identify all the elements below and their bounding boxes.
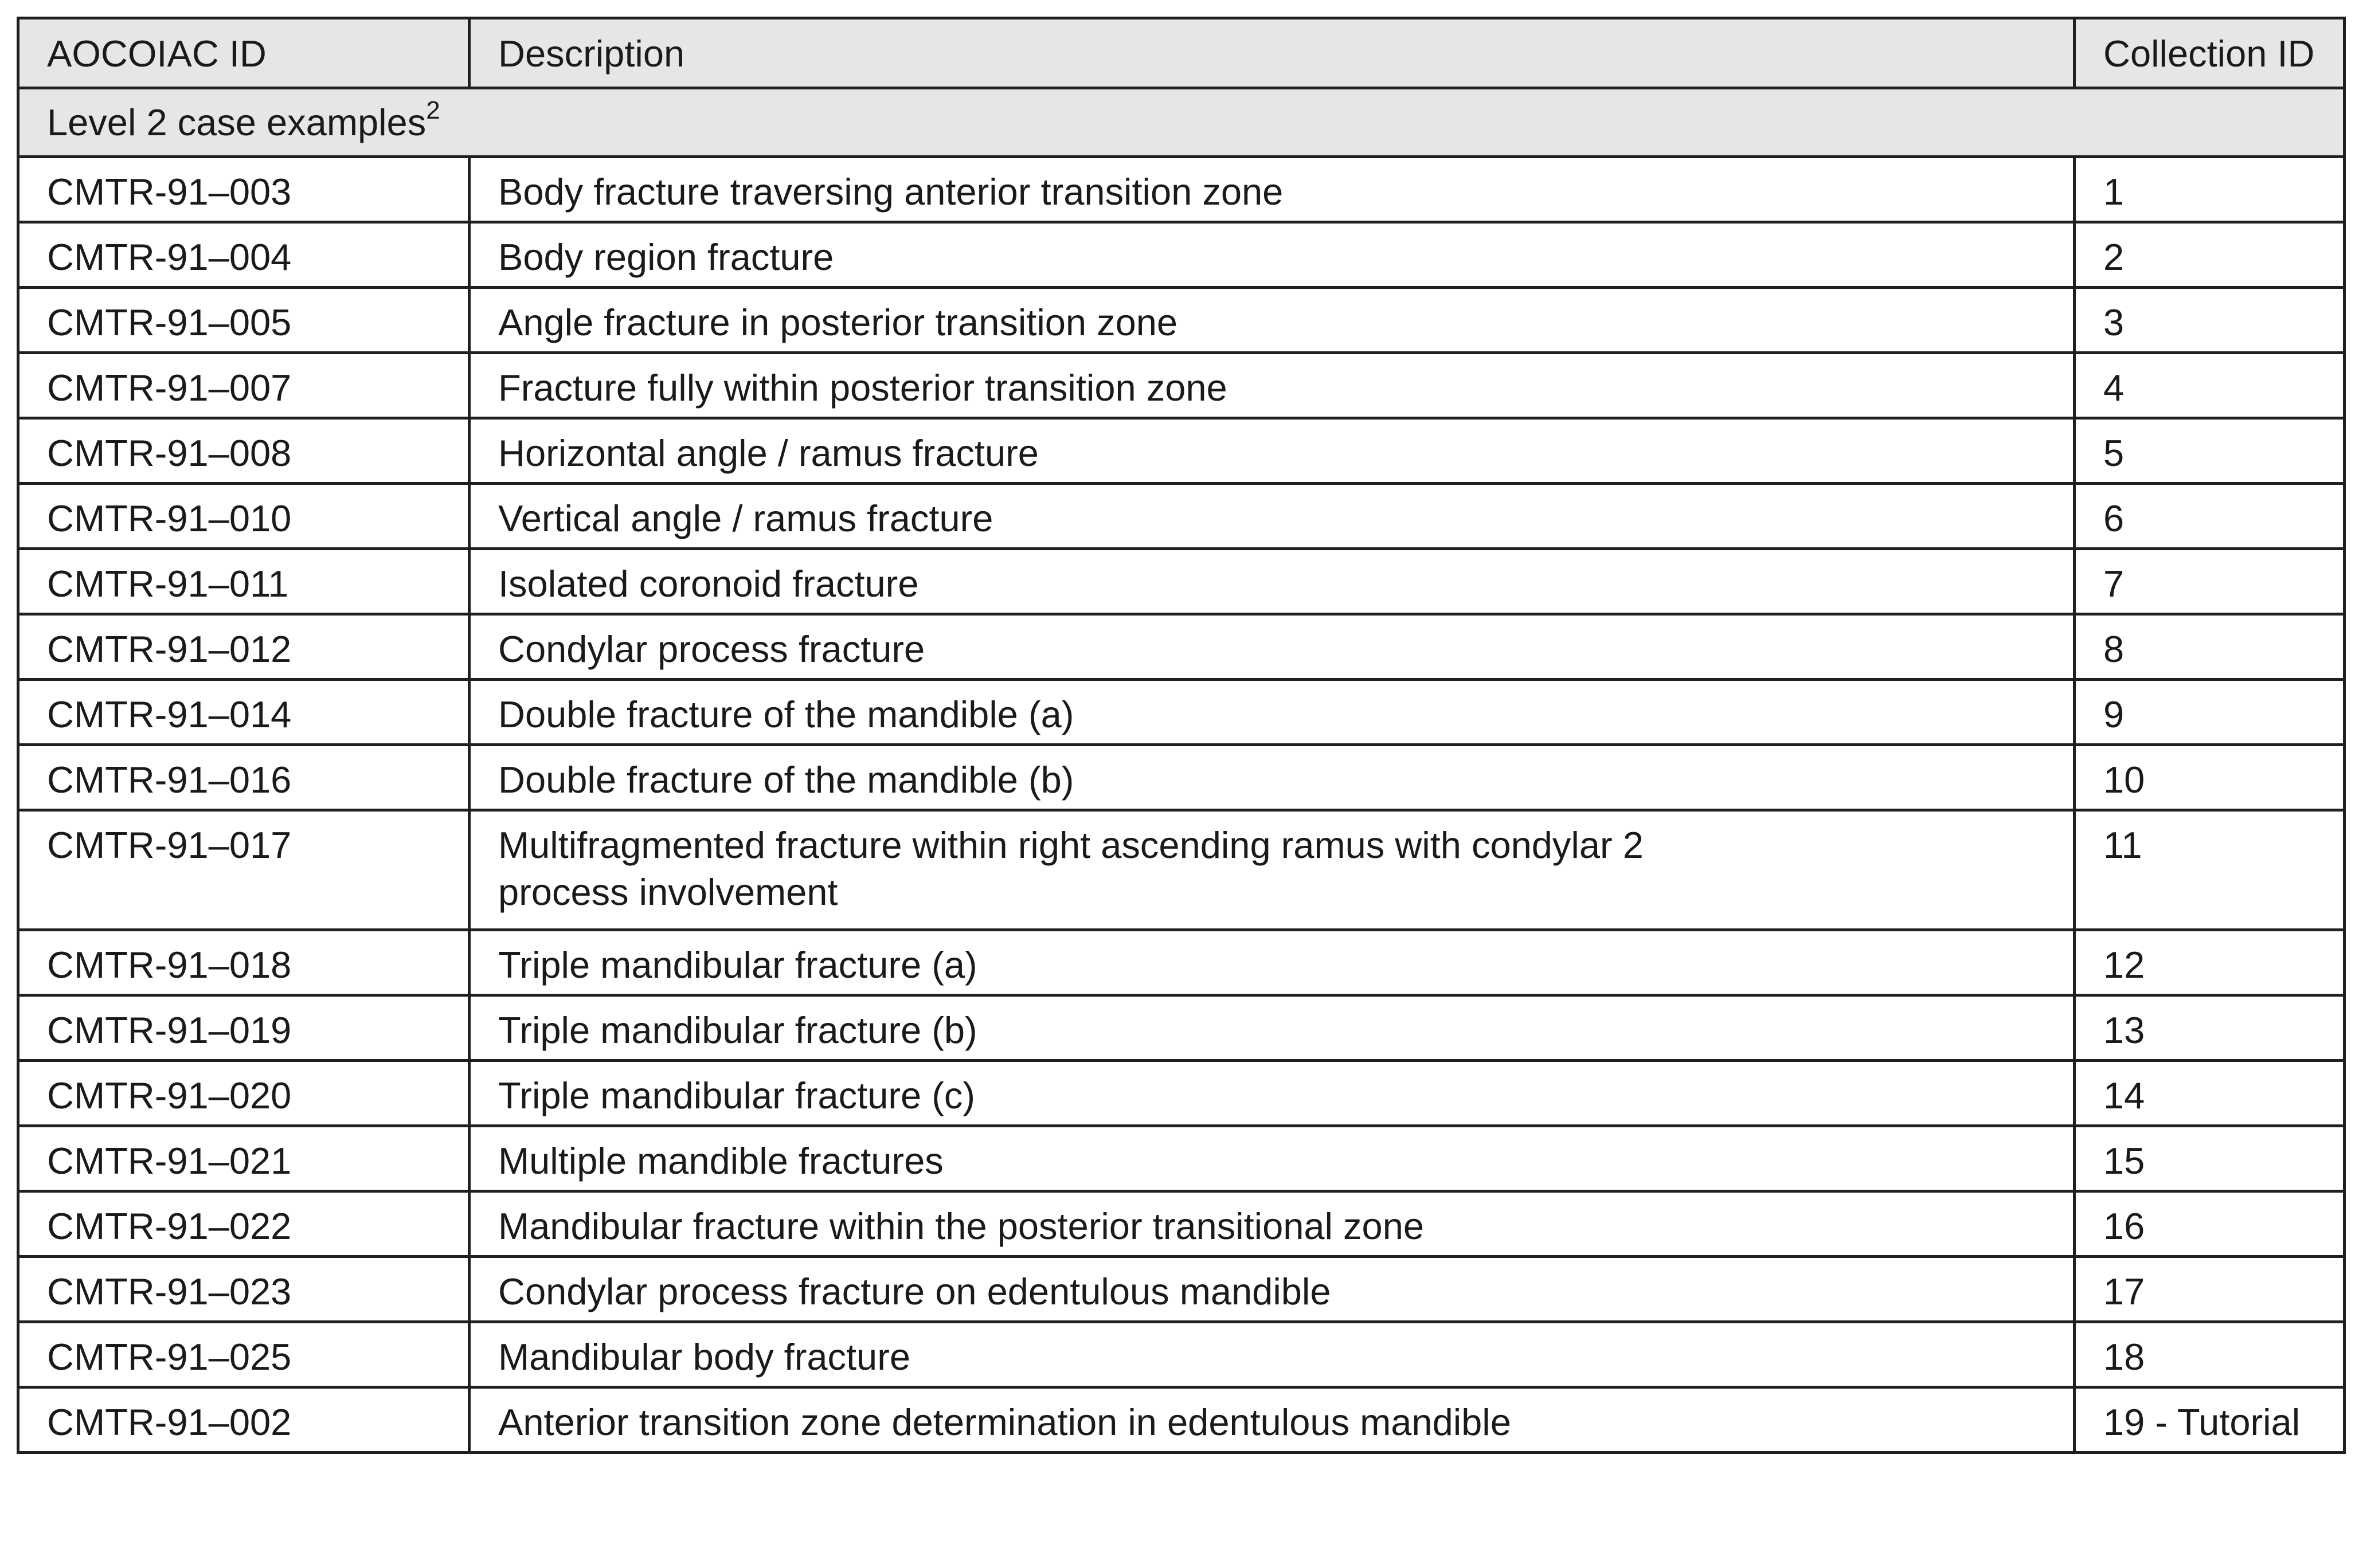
description-text: Condylar process fracture <box>498 628 925 670</box>
cell-description <box>470 484 2075 549</box>
table-row <box>18 995 2345 1061</box>
cell-aocoiac-id: CMTR-91–019 <box>18 995 470 1061</box>
cell-collection-id: 1 <box>2075 157 2345 222</box>
description-text: Mandibular fracture within the posterior transitional zone <box>498 1205 1425 1247</box>
description-text: Triple mandibular fracture (c) <box>498 1075 976 1116</box>
table-row <box>18 745 2345 810</box>
cell-description <box>470 418 2075 484</box>
cell-description <box>470 1322 2075 1387</box>
cell-description <box>470 1061 2075 1126</box>
cell-description <box>470 810 2075 930</box>
header-collection-id: Collection ID <box>2075 18 2345 88</box>
cell-aocoiac-id: CMTR-91–018 <box>18 930 470 995</box>
cell-collection-id: 12 <box>2075 930 2345 995</box>
cell-collection-id: 13 <box>2075 995 2345 1061</box>
cell-aocoiac-id: CMTR-91–007 <box>18 353 470 418</box>
cell-collection-id: 19 - Tutorial <box>2075 1387 2345 1453</box>
cell-description <box>470 549 2075 614</box>
table-row <box>18 1322 2345 1387</box>
cell-aocoiac-id: CMTR-91–025 <box>18 1322 470 1387</box>
cell-aocoiac-id: CMTR-91–003 <box>18 157 470 222</box>
table-body <box>18 88 2345 1453</box>
section-row <box>18 88 2345 157</box>
cell-collection-id: 2 <box>2075 222 2345 288</box>
cell-collection-id: 6 <box>2075 484 2345 549</box>
cell-description <box>470 157 2075 222</box>
table-row <box>18 1191 2345 1257</box>
description-text: Triple mandibular fracture (a) <box>498 944 977 986</box>
description-text: Horizontal angle / ramus fracture <box>498 432 1039 474</box>
header-aocoiac-id: AOCOIAC ID <box>18 18 470 88</box>
cell-collection-id: 18 <box>2075 1322 2345 1387</box>
cell-aocoiac-id: CMTR-91–008 <box>18 418 470 484</box>
description-text: Condylar process fracture on edentulous mandible <box>498 1271 1331 1312</box>
cell-aocoiac-id: CMTR-91–002 <box>18 1387 470 1453</box>
cell-collection-id: 17 <box>2075 1257 2345 1322</box>
case-examples-table <box>17 17 2346 1454</box>
section-cell <box>18 88 2345 157</box>
table-row <box>18 1257 2345 1322</box>
cell-description <box>470 680 2075 745</box>
cell-collection-id: 15 <box>2075 1126 2345 1191</box>
description-text: Double fracture of the mandible (b) <box>498 759 1074 801</box>
cell-collection-id: 7 <box>2075 549 2345 614</box>
cell-aocoiac-id: CMTR-91–005 <box>18 288 470 353</box>
cell-description <box>470 288 2075 353</box>
cell-description <box>470 745 2075 810</box>
description-text: Mandibular body fracture <box>498 1336 910 1378</box>
table-row <box>18 288 2345 353</box>
description-text: Fracture fully within posterior transition zone <box>498 367 1227 409</box>
cell-aocoiac-id: CMTR-91–022 <box>18 1191 470 1257</box>
cell-collection-id: 14 <box>2075 1061 2345 1126</box>
cell-aocoiac-id: CMTR-91–021 <box>18 1126 470 1191</box>
table-row <box>18 680 2345 745</box>
table-row <box>18 157 2345 222</box>
description-text: Multifragmented fracture within right ascending ramus with condylar 2 <box>498 824 1644 866</box>
cell-collection-id: 16 <box>2075 1191 2345 1257</box>
description-text: Anterior transition zone determination in edentulous mandible <box>498 1401 1511 1443</box>
description-text: Isolated coronoid fracture <box>498 563 919 605</box>
cell-aocoiac-id: CMTR-91–004 <box>18 222 470 288</box>
section-label: Level 2 case examples <box>47 101 427 143</box>
cell-collection-id: 3 <box>2075 288 2345 353</box>
table-row <box>18 353 2345 418</box>
cell-description <box>470 1387 2075 1453</box>
table-row <box>18 1387 2345 1453</box>
table-row <box>18 549 2345 614</box>
description-text: Vertical angle / ramus fracture <box>498 497 993 539</box>
header-row <box>18 18 2345 88</box>
description-text: Multiple mandible fractures <box>498 1140 944 1182</box>
table-row <box>18 1126 2345 1191</box>
cell-description <box>470 222 2075 288</box>
cell-aocoiac-id: CMTR-91–016 <box>18 745 470 810</box>
cell-collection-id: 8 <box>2075 614 2345 680</box>
table-row <box>18 222 2345 288</box>
cell-aocoiac-id: CMTR-91–014 <box>18 680 470 745</box>
cell-collection-id: 4 <box>2075 353 2345 418</box>
cell-collection-id: 9 <box>2075 680 2345 745</box>
cell-description <box>470 995 2075 1061</box>
table-row <box>18 930 2345 995</box>
table-row <box>18 418 2345 484</box>
table-row <box>18 484 2345 549</box>
header-description: Description <box>470 18 2075 88</box>
table-row <box>18 1061 2345 1126</box>
description-text: Double fracture of the mandible (a) <box>498 693 1074 735</box>
case-table-container <box>17 17 2343 1454</box>
description-text: Angle fracture in posterior transition zone <box>498 301 1178 343</box>
cell-collection-id: 10 <box>2075 745 2345 810</box>
cell-description <box>470 1126 2075 1191</box>
cell-aocoiac-id: CMTR-91–012 <box>18 614 470 680</box>
table-header <box>18 18 2345 88</box>
description-text: Body region fracture <box>498 236 834 278</box>
cell-collection-id: 11 <box>2075 810 2345 930</box>
table-row <box>18 614 2345 680</box>
section-footnote-marker: 2 <box>426 96 440 124</box>
cell-aocoiac-id: CMTR-91–010 <box>18 484 470 549</box>
cell-description <box>470 930 2075 995</box>
cell-collection-id: 5 <box>2075 418 2345 484</box>
cell-description <box>470 353 2075 418</box>
description-text: Triple mandibular fracture (b) <box>498 1009 977 1051</box>
cell-aocoiac-id: CMTR-91–011 <box>18 549 470 614</box>
cell-description <box>470 614 2075 680</box>
cell-description <box>470 1191 2075 1257</box>
table-row <box>18 810 2345 930</box>
cell-aocoiac-id: CMTR-91–017 <box>18 810 470 930</box>
cell-description <box>470 1257 2075 1322</box>
description-text-continued: process involvement <box>498 871 838 913</box>
cell-aocoiac-id: CMTR-91–023 <box>18 1257 470 1322</box>
description-text: Body fracture traversing anterior transition zone <box>498 171 1284 213</box>
cell-aocoiac-id: CMTR-91–020 <box>18 1061 470 1126</box>
